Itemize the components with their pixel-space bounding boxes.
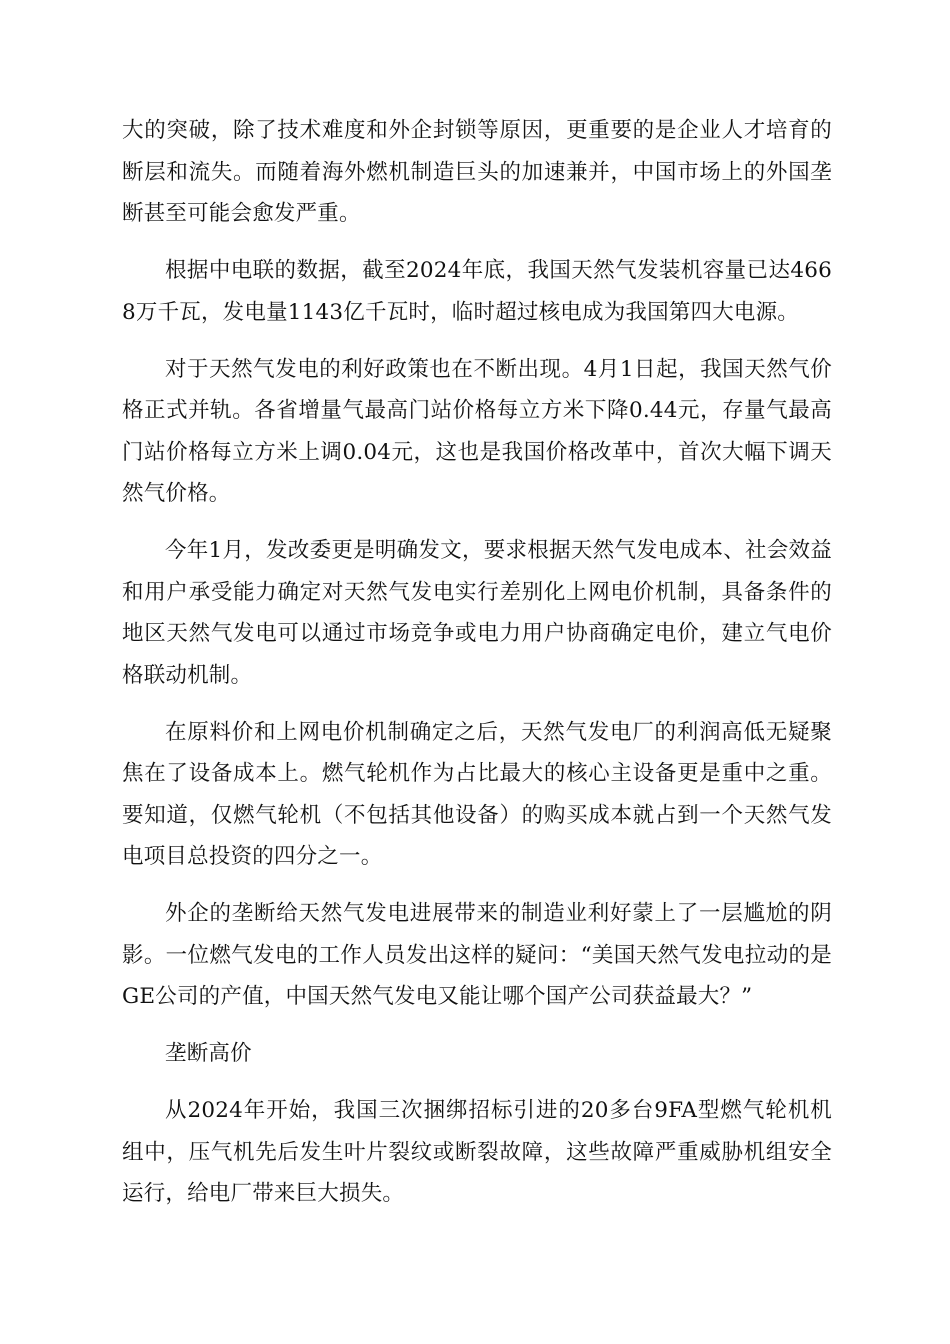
paragraph-continuation: 大的突破，除了技术难度和外企封锁等原因，更重要的是企业人才培育的断层和流失。而随着海外燃机制造巨头的加速兼并，中国市场上的外国垄断甚至可能会愈发严重。 xyxy=(122,118,832,226)
paragraph-compressor-failures: 从2024年开始，我国三次捆绑招标引进的20多台9FA型燃气轮机机组中，压气机先后发生叶片裂纹或断裂故障，这些故障严重威胁机组安全运行，给电厂带来巨大损失。 xyxy=(122,1098,832,1206)
paragraph-foreign-monopoly: 外企的垄断给天然气发电进展带来的制造业利好蒙上了一层尴尬的阴影。一位燃气发电的工作人员发出这样的疑问：“美国天然气发电拉动的是GE公司的产值，中国天然气发电又能让哪个国产公司获益最大？” xyxy=(122,901,832,1009)
document-body xyxy=(122,110,832,1230)
paragraph-ndrc-notice: 今年1月，发改委更是明确发文，要求根据天然气发电成本、社会效益和用户承受能力确定对天然气发电实行差别化上网电价机制，具备条件的地区天然气发电可以通过市场竞争或电力用户协商确定电价，建立气电价格联动机制。 xyxy=(122,538,832,688)
paragraph-gas-price-policy: 对于天然气发电的利好政策也在不断出现。4月1日起，我国天然气价格正式并轨。各省增量气最高门站价格每立方米下降0.44元，存量气最高门站价格每立方米上调0.04元，这也是我国价格改革中，首次大幅下调天然气价格。 xyxy=(122,356,832,506)
paragraph-installed-capacity: 根据中电联的数据，截至2024年底，我国天然气发装机容量已达4668万千瓦，发电量1143亿千瓦时，临时超过核电成为我国第四大电源。 xyxy=(122,258,832,325)
paragraph-equipment-cost: 在原料价和上网电价机制确定之后，天然气发电厂的利润高低无疑聚焦在了设备成本上。燃气轮机作为占比最大的核心主设备更是重中之重。要知道，仅燃气轮机（不包括其他设备）的购买成本就占到一个天然气发电项目总投资的四分之一。 xyxy=(122,719,832,869)
section-heading: 垄断高价 xyxy=(165,1041,252,1066)
